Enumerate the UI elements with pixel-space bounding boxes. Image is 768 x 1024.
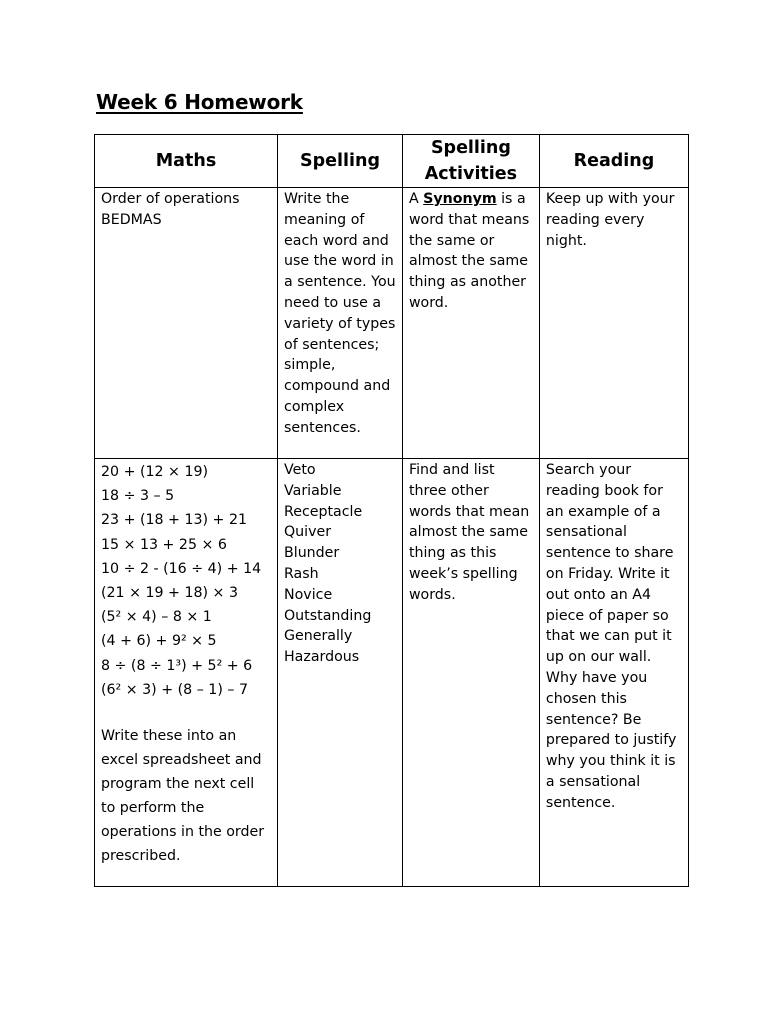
maths-expression: 18 ÷ 3 – 5 [101, 488, 175, 505]
spelling-word: Generally [284, 628, 353, 645]
spelling-word: Rash [284, 565, 319, 582]
spelling-cell-1: Write the meaning of each word and use the word in a sentence. You need to use a variety of types of sentences; simple, compound and complex sentences. [278, 188, 403, 459]
spelling-word: Novice [284, 586, 333, 603]
maths-acronym: BEDMAS [101, 211, 162, 228]
maths-expression: 23 + (18 + 13) + 21 [101, 512, 248, 529]
maths-expression: 10 ÷ 2 - (16 ÷ 4) + 14 [101, 560, 262, 577]
synonym-keyword: Synonym [423, 191, 497, 207]
spelling-word: Blunder [284, 545, 340, 562]
maths-expression: (4 + 6) + 9² × 5 [101, 633, 217, 650]
maths-cell-2 [95, 459, 278, 887]
table-row [95, 459, 689, 887]
maths-cell-1 [95, 188, 278, 459]
activities-cell-2: Find and list three other words that mean almost the same thing as this week’s spelling words. [402, 459, 539, 887]
activities-suffix: is a word that means the same or almost the same thing as another word. [408, 191, 530, 311]
maths-expression: (6² × 3) + (8 – 1) – 7 [101, 681, 249, 698]
spelling-word: Receptacle [284, 503, 363, 520]
maths-expression: 15 × 13 + 25 × 6 [101, 536, 227, 553]
activities-cell-1 [402, 188, 539, 459]
header-spelling-activities: Spelling Activities [402, 135, 539, 188]
header-reading: Reading [539, 135, 688, 188]
spelling-cell-2 [278, 459, 403, 887]
table-row [95, 188, 689, 459]
reading-cell-2: Search your reading book for an example of a sensational sentence to share on Friday. Write it out onto an A4 piece of paper so that we can put it up on our wall. Why have you chosen this sentence? Be prepared to justify why you think it is a sensational sentence. [539, 459, 688, 887]
table-header-row [95, 135, 689, 188]
header-maths: Maths [95, 135, 278, 188]
maths-expression: 8 ÷ (8 ÷ 1³) + 5² + 6 [101, 657, 253, 674]
maths-expression: 20 + (12 × 19) [101, 464, 209, 480]
spelling-word: Veto [284, 462, 316, 478]
spacer [101, 702, 271, 725]
activities-prefix: A [408, 191, 424, 207]
spelling-word: Variable [284, 482, 342, 499]
maths-instruction: Write these into an excel spreadsheet and program the next cell to perform the operations in the order prescribed. [101, 728, 265, 864]
homework-table [94, 134, 689, 887]
spelling-word: Quiver [284, 524, 332, 541]
spelling-word: Outstanding [284, 607, 372, 624]
header-spelling: Spelling [278, 135, 403, 188]
page-title: Week 6 Homework [96, 90, 303, 114]
reading-cell-1: Keep up with your reading every night. [539, 188, 688, 459]
maths-expression: (5² × 4) – 8 × 1 [101, 609, 212, 626]
maths-expression: (21 × 19 + 18) × 3 [101, 585, 238, 602]
maths-topic: Order of operations [101, 191, 240, 207]
spelling-word: Hazardous [284, 649, 360, 666]
